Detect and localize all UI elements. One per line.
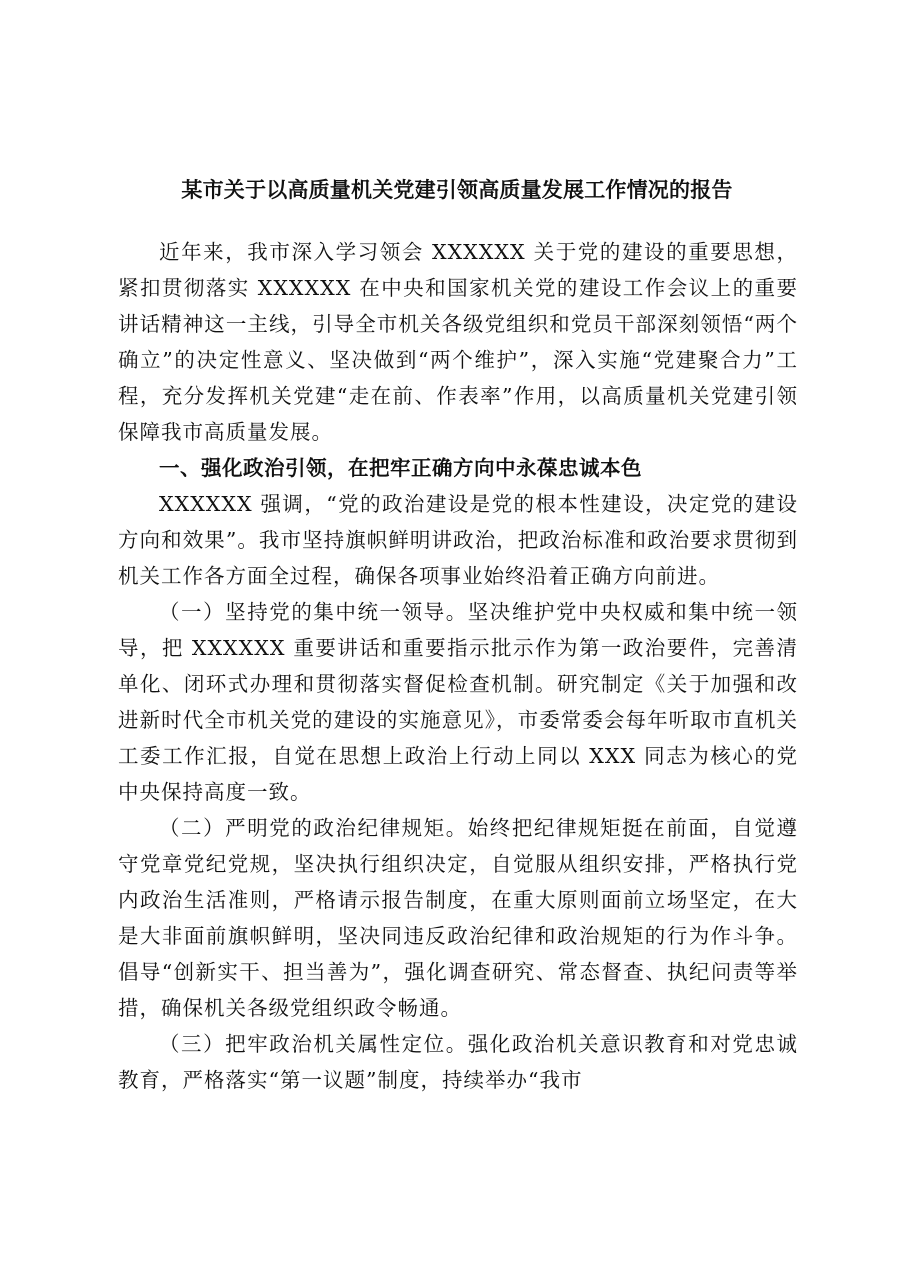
subsection-heading-3: （三）把牢政治机关属性定位。 bbox=[159, 1032, 468, 1056]
subsection-heading-1: （一）坚持党的集中统一领导。 bbox=[159, 600, 468, 624]
section-intro-paragraph: XXXXXX 强调，“党的政治建设是党的根本性建设，决定党的建设方向和效果”。我市坚持旗帜鲜明讲政治，把政治标准和政治要求贯彻到机关工作各方面全过程，确保各项事业始终沿着正确方向前进。 bbox=[118, 492, 798, 588]
subsection-heading-2: （二）严明党的政治纪律规矩。 bbox=[159, 816, 468, 840]
subsection-paragraph-1 bbox=[118, 594, 798, 810]
document-body bbox=[118, 172, 798, 1098]
subsection-body-1: 坚决维护党中央权威和集中统一领导，把 XXXXXX 重要讲话和重要指示批示作为第一政治要件，完善清单化、闭环式办理和贯彻落实督促检查机制。研究制定《关于加强和改进新时代全市机关党的建设的实施意见》，市委常委会每年听取市直机关工委工作汇报，自觉在思想上政治上行动上同以 XXX 同志为核心的党中央保持高度一致。 bbox=[118, 600, 798, 804]
subsection-paragraph-3 bbox=[118, 1026, 798, 1098]
section-heading: 一、强化政治引领，在把牢正确方向中永葆忠诚本色 bbox=[159, 456, 642, 480]
subsection-body-3: 强化政治机关意识教育和对党忠诚教育，严格落实“第一议题”制度，持续举办“我市 bbox=[118, 1032, 798, 1092]
document-title: 某市关于以高质量机关党建引领高质量发展工作情况的报告 bbox=[181, 177, 733, 202]
subsection-paragraph-2 bbox=[118, 810, 798, 1026]
subsection-body-2: 始终把纪律规矩挺在前面，自觉遵守党章党纪党规，坚决执行组织决定，自觉服从组织安排，严格执行党内政治生活准则，严格请示报告制度，在重大原则面前立场坚定，在大是大非面前旗帜鲜明，坚决同违反政治纪律和政治规矩的行为作斗争。倡导“创新实干、担当善为”，强化调查研究、常态督查、执纪问责等举措，确保机关各级党组织政令畅通。 bbox=[118, 816, 798, 1020]
intro-paragraph: 近年来，我市深入学习领会 XXXXXX 关于党的建设的重要思想，紧扣贯彻落实 XXXXXX 在中央和国家机关党的建设工作会议上的重要讲话精神这一主线，引导全市机关各级党组织和党员干部深刻领悟“两个确立”的决定性意义、坚决做到“两个维护”，深入实施“党建聚合力”工程，充分发挥机关党建“走在前、作表率”作用，以高质量机关党建引领保障我市高质量发展。 bbox=[118, 240, 798, 444]
